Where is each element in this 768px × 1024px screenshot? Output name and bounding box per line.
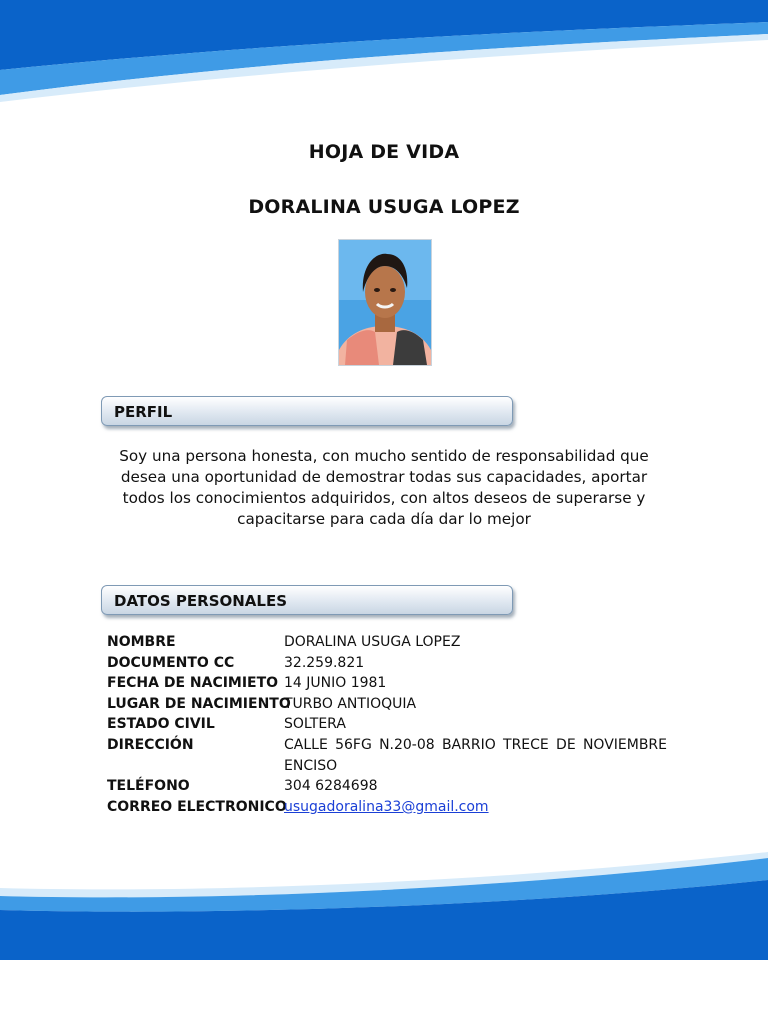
- profile-text: Soy una persona honesta, con mucho sentido de responsabilidad que desea una oportunidad de demostrar todas sus capacidades, aportar todos los conocimientos adquiridos, con altos deseos de superarse y capacitarse para cada día dar lo mejor: [119, 447, 649, 528]
- section-header-datos-personales: [101, 585, 513, 615]
- top-wave-decoration: [0, 0, 768, 110]
- data-value: TURBO ANTIOQUIA: [284, 695, 417, 712]
- data-row-documento: [107, 653, 667, 674]
- data-row-correo: [107, 797, 667, 818]
- data-label: FECHA DE NACIMIETO: [107, 675, 279, 692]
- section-header-perfil: [101, 396, 513, 426]
- document-title: HOJA DE VIDA: [308, 141, 460, 163]
- data-label: TELÉFONO: [107, 778, 190, 795]
- data-label: LUGAR DE NACIMIENTO: [107, 695, 291, 712]
- data-value: CALLE 56FG N.20-08 BARRIO TRECE DE NOVIEMBRE ENCISO: [284, 736, 667, 774]
- section-title-perfil: PERFIL: [114, 403, 173, 421]
- person-name: DORALINA USUGA LOPEZ: [248, 196, 520, 218]
- data-row-fecha-nacimiento: [107, 673, 667, 694]
- data-label: ESTADO CIVIL: [107, 716, 215, 733]
- data-value: 304 6284698: [284, 778, 378, 795]
- data-value: 32.259.821: [284, 654, 365, 671]
- bottom-wave-decoration: [0, 840, 768, 960]
- data-label: DIRECCIÓN: [107, 736, 194, 753]
- personal-data-list: [107, 632, 667, 817]
- data-row-lugar-nacimiento: [107, 694, 667, 715]
- data-value: SOLTERA: [284, 716, 346, 733]
- data-row-direccion: [107, 735, 667, 776]
- data-label: DOCUMENTO CC: [107, 654, 235, 671]
- data-value: 14 JUNIO 1981: [284, 675, 387, 692]
- profile-photo: [338, 239, 432, 366]
- data-row-estado-civil: [107, 714, 667, 735]
- data-row-telefono: [107, 776, 667, 797]
- page-background: [0, 960, 768, 1024]
- data-value: DORALINA USUGA LOPEZ: [284, 634, 461, 650]
- data-label: CORREO ELECTRONICO: [107, 798, 287, 815]
- data-label: NOMBRE: [107, 634, 176, 650]
- data-row-nombre: [107, 632, 667, 653]
- section-title-datos-personales: DATOS PERSONALES: [114, 592, 288, 610]
- email-link[interactable]: usugadoralina33@gmail.com: [284, 798, 489, 815]
- portrait-image: [339, 240, 431, 365]
